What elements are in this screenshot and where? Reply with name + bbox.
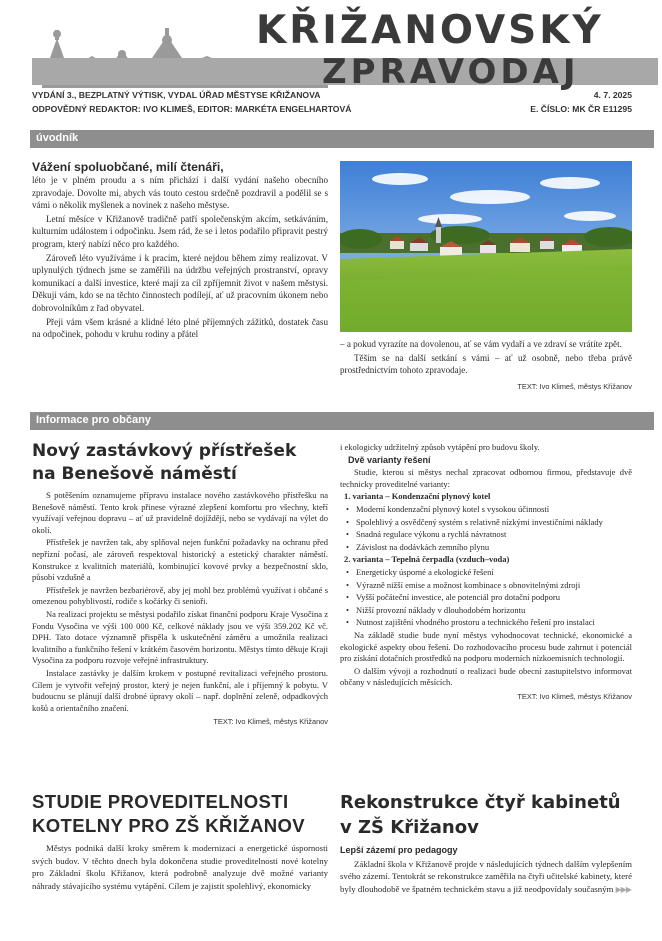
article-paragraph: Studie, kterou si městys nechal zpracovat odbornou firmou, představuje dvě technicky proveditelné varianty:: [340, 467, 632, 489]
article-paragraph: S potěšením oznamujeme přípravu instalace nového zastávkového přístřešku na Benešově náměstí. Tento krok přinese výrazné zlepšení komfortu pro všechny, kteří využívají veřejnou dopravu – ať už pravidelně dojíždějí, nebo se vydávají na výlet do okolí.: [32, 490, 328, 535]
masthead: [0, 0, 662, 122]
editors-info: ODPOVĚDNÝ REDAKTOR: IVO KLIMEŠ, EDITOR: MARKÉTA ENGELHARTOVÁ: [32, 104, 352, 114]
registration-number: E. ČÍSLO: MK ČR E11295: [530, 104, 632, 114]
boiler-intro-article: [32, 842, 328, 893]
boiler-article: [340, 442, 632, 703]
variant-2-item: • Energeticky úsporné a ekologické řešení: [340, 567, 632, 579]
issue-date: 4. 7. 2025: [593, 90, 632, 100]
editorial-column-right: [340, 338, 632, 394]
cabinets-headline-line2: v ZŠ Křižanov: [340, 817, 479, 838]
continue-arrows-icon: ▶▶▶: [615, 884, 632, 894]
cabinets-headline-line1: Rekonstrukce čtyř kabinetů: [340, 792, 621, 813]
editorial-paragraph: Těším se na další setkání s vámi – ať už osobně, nebo třeba právě prostřednictvím tohoto zpravodaje.: [340, 352, 632, 376]
variant-2-item: • Výrazně nižší emise a možnost kombinace s obnovitelnými zdroji: [340, 580, 632, 592]
issue-info: VYDÁNÍ 3., BEZPLATNÝ VÝTISK, VYDAL ÚŘAD MĚSTYSE KŘIŽANOVA: [32, 90, 321, 100]
village-photo: [340, 161, 632, 332]
boiler-headline: [32, 790, 332, 838]
editorial-paragraph: léto je v plném proudu a s ním přichází i další vydání našeho obecního zpravodaje. Dovolte mi, abych vás touto cestou srdečně pozdravil a podělil se s vámi o několik myšlenek a novinek z našeho městyse.: [32, 175, 328, 211]
masthead-title-line1: KŘIŽANOVSKÝ: [256, 8, 604, 53]
boiler-headline-line2: KOTELNY PRO ZŠ KŘIŽANOV: [32, 815, 306, 836]
editorial-paragraph: – a pokud vyrazíte na dovolenou, ať se vám vydaří a ve zdraví se vrátíte zpět.: [340, 339, 622, 349]
village-landscape-image: [340, 161, 632, 332]
section-label: úvodník: [36, 132, 79, 144]
editorial-paragraph: Zároveň léto využíváme i k pracím, které nejdou během zimy realizovat. V uplynulých týdnech jsme se zaměřili na údržbu veřejných prostranství, opravy komunikací a další investice, které mají za cíl zpříjemnit život v našem městysi. Děkuji vám, kdo se na těchto činnostech podílejí, ať už pracovním úkonem nebo dobrovolníkům z řad obyvatel.: [32, 252, 328, 313]
editorial-credit: TEXT: Ivo Klimeš, městys Křižanov: [517, 381, 632, 391]
variant-1-title: 1. varianta – Kondenzační plynový kotel: [344, 491, 491, 502]
variant-1-item: • Závislost na dodávkách zemního plynu: [340, 542, 632, 554]
cabinets-article: [340, 844, 632, 897]
variant-2-title: 2. varianta – Tepelná čerpadla (vzduch–voda): [344, 554, 510, 565]
variant-2-item: • Nutnost zajištění vhodného prostoru a technického řešení pro instalaci: [340, 617, 632, 629]
section-label: Informace pro občany: [36, 414, 151, 426]
article-paragraph: Instalace zastávky je dalším krokem v postupné revitalizaci veřejného prostoru. Cílem je vytvořit veřejný prostor, který je nejen funkční, ale i příjemný k pobytu. V budoucnu se plánují další drobné úpravy okolí – např. doplnění zeleně, odpadkových košů a orientačního značení.: [32, 667, 328, 713]
article-paragraph: [340, 858, 632, 897]
shelter-headline: [32, 440, 332, 486]
masthead-title-line2: ZPRAVODAJ: [322, 52, 580, 92]
variant-1-item: • Spolehlivý a osvědčený systém s relativně nízkými investičními náklady: [340, 517, 632, 529]
variant-2-item: • Vyšší počáteční investice, ale potenciál pro dotační podporu: [340, 592, 632, 604]
section-bar-info: [30, 412, 654, 430]
article-paragraph: Na základě studie bude nyní městys vyhodnocovat technické, ekonomické a ekologické aspekty obou řešení. Do rozhodovacího procesu bude zahrnut i potenciál pro získání dotačních prostředků na podporu moderních nízkoemisních technologií.: [340, 629, 632, 664]
editorial-paragraph: Přeji vám všem krásné a klidné léto plné příjemných zážitků, dostatek času na odpočinek, pohodu v kruhu rodiny a přátel: [32, 316, 328, 340]
editorial-greeting: Vážení spoluobčané, milí čtenáři,: [32, 160, 224, 174]
article-paragraph: Na realizaci projektu se městysi podařilo získat finanční podporu Kraje Vysočina z Fondu Vysočina ve výši 100 000 Kč, celkové náklady jsou ve výši 359.202 Kč vč. DPH. Tato dotace významně přispěla k uskutečnění záměru a umožnila realizaci kvalitního a funkčního řešení v krátkém časovém horizontu. Městys tímto děkuje Kraji Vysočina za podporu rozvoje veřejné infrastruktury.: [32, 608, 328, 666]
article-paragraph: Přístřešek je navržen tak, aby splňoval nejen funkční požadavky na ochranu před nepřízní počasí, ale zároveň respektoval historický a estetický charakter náměstí. Konstrukce z kvalitních materiálů, kombinující kovové prvky a bezpečnostní sklo, působí vzdušně a: [32, 537, 328, 583]
boiler-subheading: Dvě varianty řešení: [348, 454, 431, 465]
article-paragraph: i ekologicky udržitelný způsob vytápění pro budovu školy.: [340, 442, 540, 452]
variant-1-item: • Snadná regulace výkonu a rychlá návratnost: [340, 529, 632, 541]
section-bar-editorial: [30, 130, 654, 148]
shelter-headline-line2: na Benešově náměstí: [32, 464, 237, 484]
article-paragraph: Městys podniká další kroky směrem k modernizaci a energetické úspornosti svých budov. V těchto dnech byla dokončena studie proveditelnosti nové kotelny pro Základní školu Křižanov, která podrobně analyzuje dvě možné varianty náhrady stávajícího systému vytápění. Cílem je zajistit spolehlivý, ekonomicky: [32, 843, 328, 891]
editorial-paragraph: Letní měsíce v Křižanově tradičně patří společenským akcím, setkáváním, kulturním událostem i odpočinku. Jsem rád, že se i letos podařilo připravit pestrý program, který nabízí něco pro každého.: [32, 213, 328, 249]
cabinets-subheading: Lepší zázemí pro pedagogy: [340, 845, 458, 855]
variant-2-item: • Nižší provozní náklady v dlouhodobém horizontu: [340, 605, 632, 617]
article-paragraph: O dalším vývoji a rozhodnutí o realizaci bude obecní zastupitelstvo informovat občany v následujících měsících.: [340, 665, 632, 688]
article-paragraph: Přístřešek je navržen bezbariérově, aby jej mohl bez problémů využívat i občané s omezenou pohyblivostí, rodiče s kočárky či senioři.: [32, 584, 328, 607]
variant-1-item: • Moderní kondenzační plynový kotel s vysokou účinností: [340, 504, 632, 516]
shelter-credit: TEXT: Ivo Klimeš, městys Křižanov: [213, 717, 328, 727]
editorial-column-left: [32, 160, 328, 342]
shelter-article: [32, 490, 328, 729]
boiler-headline-line1: STUDIE PROVEDITELNOSTI: [32, 791, 289, 812]
boiler-credit: TEXT: Ivo Klimeš, městys Křižanov: [517, 691, 632, 701]
cabinets-headline: [340, 790, 640, 840]
cabinets-text: Základní škola v Křižanově projde v následujících týdnech dalším vylepšením svého zázemí. Tentokrát se rekonstrukce zaměřila na čtyři učitelské kabinety, které byly dlouhodobě ve špatném technickém stavu a již neodpovídaly současným: [340, 858, 632, 894]
shelter-headline-line1: Nový zastávkový přístřešek: [32, 441, 297, 461]
